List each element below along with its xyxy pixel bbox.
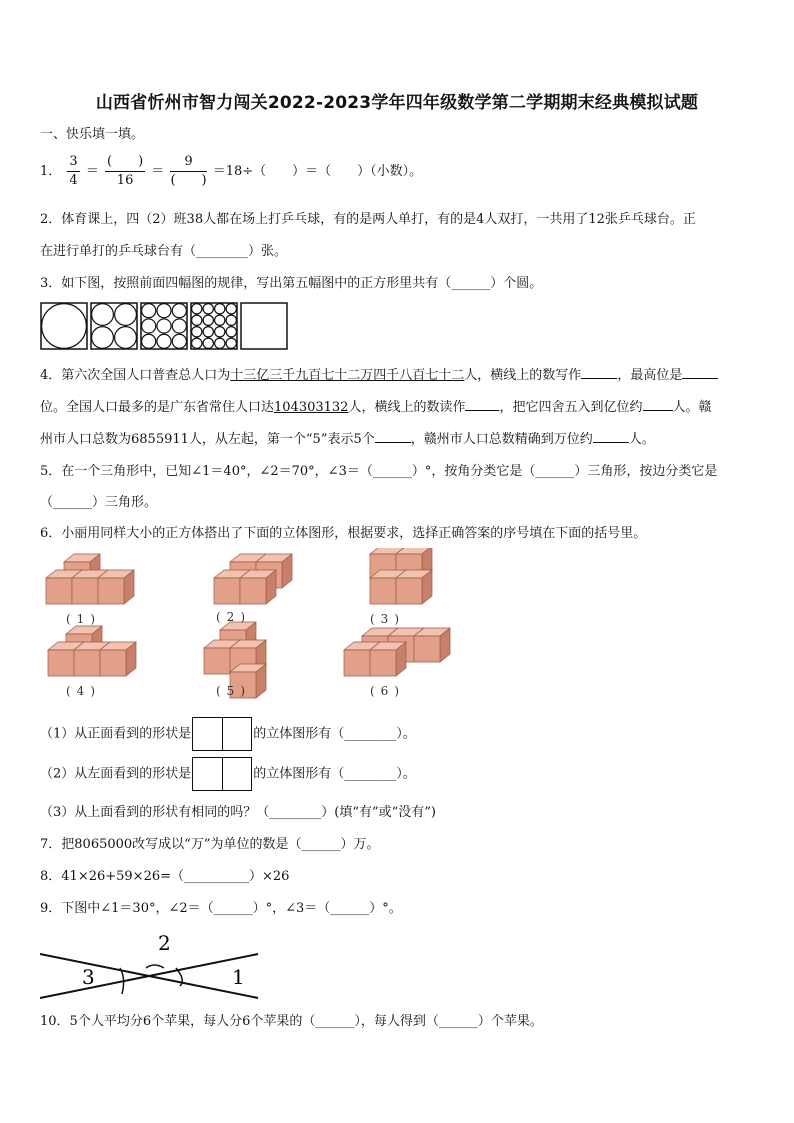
pattern-circle — [215, 327, 225, 337]
question-4-line-2: 位。全国人口最多的是广东省常住人口达104303132人，横线上的数读作 ，把它四舍五入到亿位约 人。赣 — [40, 400, 712, 415]
cube — [240, 570, 276, 604]
pattern-circle — [115, 327, 137, 349]
pattern-circle — [192, 338, 202, 348]
question-8: 8．41×26+59×26=（__________）×26 — [40, 869, 290, 884]
pattern-square-3 — [141, 303, 187, 349]
pattern-circle — [192, 315, 202, 325]
intersecting-lines-figure — [36, 928, 268, 1004]
pattern-circle — [142, 319, 156, 333]
figure-label-1: (1) — [66, 612, 101, 626]
pattern-circle — [42, 304, 87, 349]
figure-label-3: (3) — [370, 612, 405, 626]
question-9: 9．下图中∠1＝30°，∠2＝（______）°，∠3＝（______）°。 — [40, 901, 402, 916]
cube — [414, 628, 450, 662]
two-square-view-shape — [192, 717, 252, 751]
pattern-circle — [226, 304, 236, 314]
pattern-circle — [192, 304, 202, 314]
question-7: 7．把8065000改写成以“万”为单位的数是（______）万。 — [40, 837, 380, 852]
pattern-circle — [192, 327, 202, 337]
fraction-3-4: $\frac{3}{4}$ — [69, 154, 78, 188]
pattern-circle — [92, 327, 114, 349]
question-3: 3．如下图，按照前面四幅图的规律，写出第五幅图中的正方形里共有（______）个圆。 — [40, 276, 543, 291]
question-5-line-2: （______）三角形。 — [40, 495, 158, 510]
pattern-circle — [226, 338, 236, 348]
figure-label-2: (2) — [216, 610, 251, 624]
angle-label-1: 1 — [232, 965, 245, 989]
pattern-circle — [172, 319, 186, 333]
question-6: 6．小丽用同样大小的正方体搭出了下面的立体图形，根据要求，选择正确答案的序号填在下面的括号里。 — [40, 526, 647, 541]
pattern-square-2 — [91, 303, 137, 349]
pattern-circle — [203, 338, 213, 348]
figure-label-6: (6) — [370, 684, 405, 698]
two-square-view-shape — [192, 757, 252, 791]
pattern-square-4 — [191, 303, 237, 349]
cube — [370, 642, 406, 676]
cube — [98, 570, 134, 604]
page-title: 山西省忻州市智力闯关2022-2023学年四年级数学第二学期期末经典模拟试题 — [95, 93, 699, 113]
pattern-circle — [157, 319, 171, 333]
circles-pattern-figure — [40, 302, 296, 350]
section-heading: 一、快乐填一填。 — [40, 127, 145, 142]
pattern-circle — [172, 334, 186, 348]
pattern-circle — [157, 334, 171, 348]
pattern-circle — [172, 304, 186, 318]
pattern-circle — [142, 304, 156, 318]
pattern-circle — [203, 304, 213, 314]
cube — [396, 570, 432, 604]
pattern-square-5 — [241, 303, 287, 349]
pattern-circle — [92, 304, 114, 326]
cube — [100, 642, 136, 676]
fraction-blank-16[interactable]: $\frac{( )}{16}$ — [107, 154, 144, 188]
pattern-circle — [203, 327, 213, 337]
question-2-line-1: 2．体育课上，四（2）班38人都在场上打乒乓球，有的是两人单打，有的是4人双打，一共用了12张乒乓球台。正 — [40, 212, 696, 227]
question-1: 1． $\frac{3}{4}$ ＝ $\frac{( )}{16}$ ＝ $\frac{9}{( )}$ ＝18÷（ ）＝（ ）（小数）。 — [40, 154, 423, 188]
angle-2-arc — [146, 965, 164, 968]
pattern-circle — [142, 334, 156, 348]
figure-label-4: (4) — [66, 684, 101, 698]
question-6-sub-1: （1）从正面看到的形状是 的立体图形有（________）。 — [40, 717, 416, 751]
pattern-circle — [215, 315, 225, 325]
pattern-circle — [203, 315, 213, 325]
fraction-9-blank[interactable]: $\frac{9}{( )}$ — [170, 154, 207, 188]
pattern-circle — [226, 315, 236, 325]
question-6-sub-3: （3）从上面看到的形状有相同的吗？（________）(填“有”或“没有”) — [40, 805, 436, 820]
pattern-circle — [115, 304, 137, 326]
question-6-sub-2: （2）从左面看到的形状是 的立体图形有（________）。 — [40, 757, 416, 791]
question-4-line-1: 4．第六次全国人口普查总人口为十三亿三千九百七十二万四千八百七十二人，横线上的数写作 ，最高位是 — [40, 364, 718, 383]
pattern-circle — [215, 304, 225, 314]
question-4-line-3: 州市人口总数为6855911人，从左起，第一个“5”表示5个 ，赣州市人口总数精确到万位约 人。 — [40, 432, 655, 447]
pattern-circle — [215, 338, 225, 348]
pattern-circle — [157, 304, 171, 318]
figure-label-5: (5) — [216, 684, 251, 698]
pattern-circle — [226, 327, 236, 337]
angle-label-3: 3 — [82, 965, 95, 989]
question-2-line-2: 在进行单打的乒乓球台有（________）张。 — [40, 244, 288, 259]
angle-label-2: 2 — [158, 931, 171, 955]
question-5-line-1: 5．在一个三角形中，已知∠1＝40°，∠2＝70°，∠3＝（______）°，按角分类它是（______）三角形，按边分类它是 — [40, 464, 718, 479]
question-10: 10．5个人平均分6个苹果，每人分6个苹果的（______），每人得到（______）个苹果。 — [40, 1014, 543, 1029]
